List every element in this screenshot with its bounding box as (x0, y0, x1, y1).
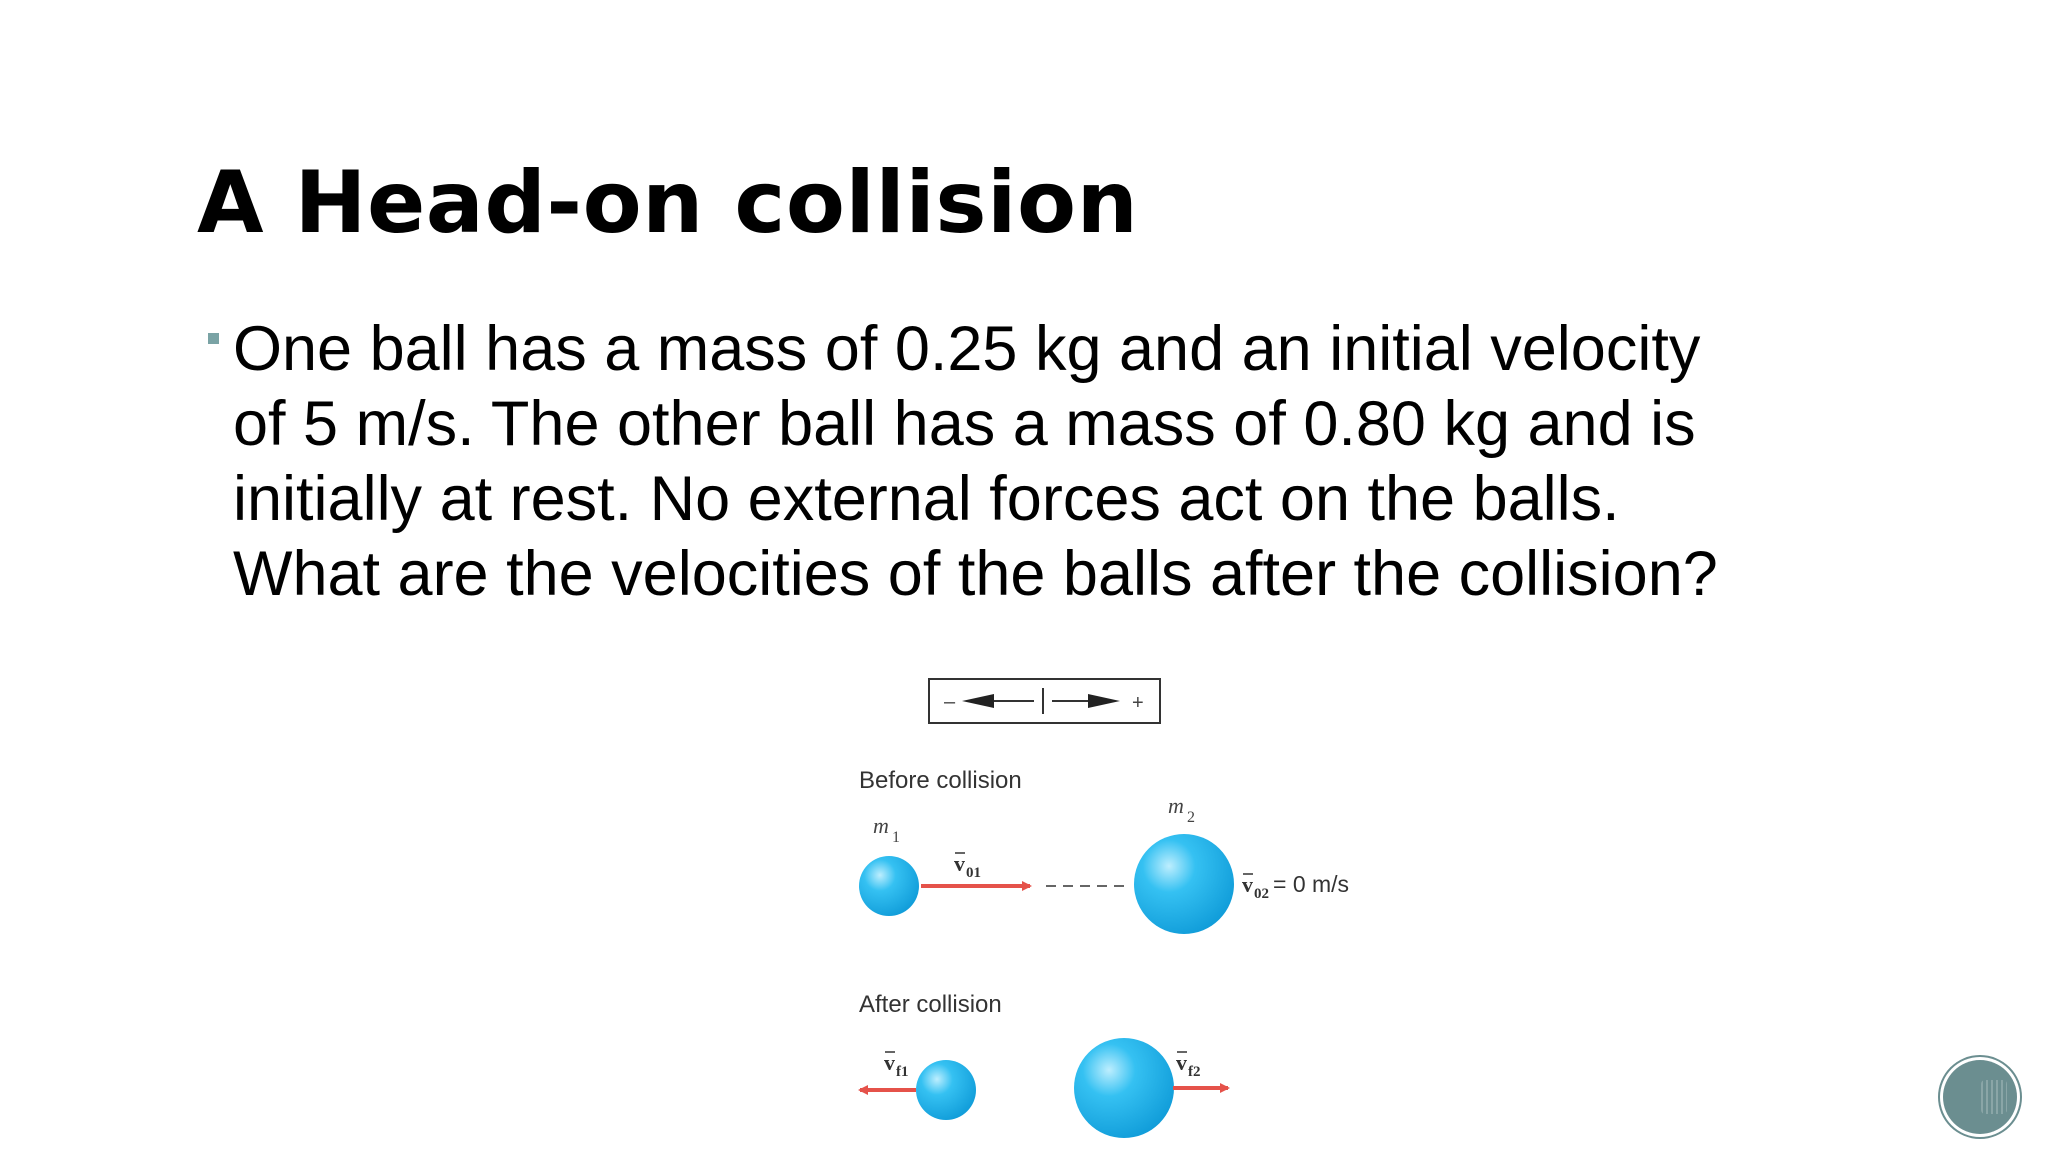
ball-1-before (859, 856, 919, 916)
svg-text:v: v (1242, 872, 1253, 897)
slide-navigation-button[interactable] (1943, 1060, 2017, 1134)
svg-text:v: v (884, 1050, 895, 1075)
m1-label (873, 813, 900, 846)
minus-sign: – (944, 691, 956, 713)
sign-convention-box (929, 679, 1160, 723)
svg-text:= 0 m/s: = 0 m/s (1273, 871, 1350, 897)
svg-text:f2: f2 (1188, 1064, 1201, 1080)
svg-text:v: v (954, 851, 965, 876)
svg-text:m: m (873, 813, 889, 838)
v02-label (1242, 871, 1349, 902)
ball-2-after (1074, 1038, 1174, 1138)
ball-2-before (1134, 834, 1234, 934)
after-collision-label: After collision (859, 991, 1002, 1018)
svg-text:m: m (1168, 793, 1184, 818)
plus-sign: + (1132, 692, 1144, 714)
slide-title: A Head-on collision (197, 153, 1139, 253)
slide-navigation-icon (1981, 1080, 2007, 1114)
svg-text:02: 02 (1254, 886, 1269, 902)
svg-text:01: 01 (966, 865, 981, 881)
vf1-label (884, 1050, 909, 1080)
ball-1-after (916, 1060, 976, 1120)
before-collision-label: Before collision (859, 767, 1022, 794)
problem-line: initially at rest. No external forces act on the balls. (233, 464, 1620, 534)
svg-text:f1: f1 (896, 1064, 909, 1080)
v01-label (954, 851, 981, 881)
problem-line: One ball has a mass of 0.25 kg and an initial velocity (233, 314, 1701, 384)
problem-line: of 5 m/s. The other ball has a mass of 0.80 kg and is (233, 389, 1696, 459)
svg-text:v: v (1176, 1050, 1187, 1075)
problem-line: What are the velocities of the balls after the collision? (233, 539, 1718, 609)
svg-text:1: 1 (892, 829, 900, 846)
vf2-label (1176, 1050, 1201, 1080)
svg-text:2: 2 (1187, 809, 1195, 826)
m2-label (1168, 793, 1195, 826)
